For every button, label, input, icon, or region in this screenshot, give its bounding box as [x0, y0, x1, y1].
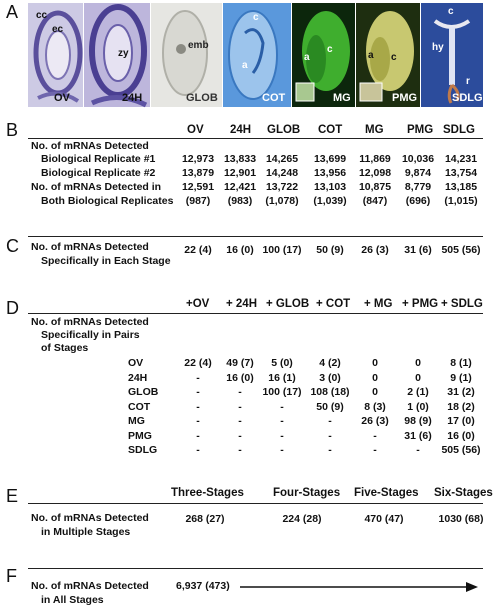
panel-e-cell: 1030 (68) — [438, 513, 484, 525]
panel-c-cell: 22 (4) — [184, 244, 212, 256]
label-a-pmg: a — [368, 50, 374, 61]
panel-e-label-2: in Multiple Stages — [41, 526, 131, 538]
panel-c-label-1: No. of mRNAs Detected — [31, 241, 149, 253]
panel-letter-e: E — [6, 486, 19, 506]
panel-d-cell: - — [196, 415, 200, 427]
panel-letter-d: D — [6, 298, 19, 318]
panel-d-cell: - — [373, 429, 377, 442]
label-c-pmg: c — [391, 52, 397, 63]
panel-d-cell: - — [238, 400, 242, 413]
panel-d-row-label: 24H — [128, 371, 148, 384]
panel-d-cell: - — [328, 429, 332, 442]
panel-d-cell: 1 (0) — [407, 400, 429, 413]
panel-d-cell: - — [238, 386, 242, 398]
panel-b-cell: 13,833 — [223, 153, 257, 165]
panel-b-cell: (1,015) — [444, 195, 478, 207]
panel-f-label-1: No. of mRNAs Detected — [31, 580, 149, 592]
panel-d-cell: - — [280, 400, 284, 413]
panel-d-row-label: GLOB — [128, 386, 159, 398]
d-header-glob: + GLOB — [266, 298, 310, 310]
panel-b-cell: (983) — [227, 195, 253, 207]
label-a-mg: a — [304, 52, 310, 63]
panel-d-cell: - — [196, 429, 200, 442]
panel-d-cell: - — [196, 444, 200, 456]
panel-d-cell: 0 — [415, 371, 421, 384]
panel-d-cell: - — [328, 415, 332, 427]
panel-d-cell: 0 — [415, 357, 421, 369]
label-c-cot: c — [253, 12, 259, 23]
panel-d-cell: 50 (9) — [316, 400, 344, 413]
panel-c-cell: 16 (0) — [226, 244, 254, 256]
panel-c-cell: 50 (9) — [316, 244, 344, 256]
panel-d-cell: 16 (1) — [268, 371, 296, 384]
label-pmg: PMG — [392, 92, 418, 104]
d-header-sdlg: + SDLG — [441, 298, 483, 310]
e-header-six: Six-Stages — [434, 487, 493, 499]
panel-b-cell: 14,265 — [265, 153, 299, 165]
panel-c-rule-top — [28, 236, 483, 237]
label-zy: zy — [118, 48, 129, 59]
panel-d-cell: 0 — [372, 357, 378, 369]
panel-d-cell: 8 (3) — [364, 400, 386, 413]
panel-d-cell: - — [196, 400, 200, 413]
panel-d-cell: 18 (2) — [447, 400, 475, 413]
panel-d-cell: - — [280, 429, 284, 442]
label-cc: cc — [36, 10, 48, 21]
panel-d-cell: 2 (1) — [407, 386, 429, 398]
label-ov: OV — [54, 92, 70, 104]
panel-c-cell: 505 (56) — [441, 244, 481, 256]
panel-b-cell: (1,039) — [313, 195, 347, 207]
panel-e-cell: 470 (47) — [364, 513, 404, 525]
col-header-sdlg: SDLG — [443, 124, 475, 136]
panel-b-cell: 13,699 — [313, 153, 347, 165]
d-header-ov: +OV — [186, 298, 210, 310]
panel-letter-f: F — [6, 566, 17, 586]
panel-letter-a: A — [6, 2, 19, 22]
panel-b-label-2: Biological Replicate #2 — [41, 167, 156, 179]
panel-b-label-3: No. of mRNAs Detected in — [31, 181, 162, 193]
panel-d-rule-top — [28, 313, 483, 314]
panel-b-cell: 8,779 — [404, 181, 432, 193]
panel-d-cell: - — [238, 444, 242, 456]
panel-b-cell: 13,879 — [181, 167, 215, 179]
panel-d-label-3: of Stages — [41, 342, 89, 354]
label-ec: ec — [52, 24, 64, 35]
panel-d-cell: - — [196, 371, 200, 384]
col-header-ov: OV — [187, 124, 204, 136]
panel-b-cell: 12,591 — [181, 181, 215, 193]
label-hy-sdlg: hy — [432, 42, 444, 53]
panel-d-cell: 0 — [372, 371, 378, 384]
panel-f-rule-top — [28, 568, 483, 569]
d-header-pmg: + PMG — [402, 298, 439, 310]
panel-b-cell: 13,754 — [444, 167, 478, 179]
panel-d-row-label: COT — [128, 400, 151, 413]
panel-b-cell: 13,185 — [444, 181, 478, 193]
panel-e-cell: 224 (28) — [282, 513, 322, 525]
panel-d-row-label: OV — [128, 357, 144, 369]
panel-d-cell: 16 (0) — [447, 429, 475, 442]
panel-b-cell: 14,248 — [265, 167, 299, 179]
panel-d-cell: 4 (2) — [319, 357, 341, 369]
label-r-sdlg: r — [466, 76, 470, 87]
panel-b-label-0: No. of mRNAs Detected — [31, 140, 149, 152]
e-header-four: Four-Stages — [273, 487, 341, 499]
panel-d-cell: 9 (1) — [450, 371, 472, 384]
label-a-cot: a — [242, 60, 248, 71]
panel-d-cell: 100 (17) — [262, 386, 302, 398]
panel-d-cell: 505 (56) — [441, 444, 481, 456]
panel-letter-c: C — [6, 236, 19, 256]
panel-d-row-label: PMG — [128, 429, 152, 442]
panel-letter-b: B — [6, 120, 19, 140]
panel-d-cell: 31 (2) — [447, 386, 475, 398]
panel-d-cell: - — [196, 386, 200, 398]
panel-b-cell: 14,231 — [444, 153, 478, 165]
panel-b-cell: 12,973 — [181, 153, 215, 165]
panel-b-cell: 10,036 — [401, 153, 435, 165]
panel-d-cell: - — [238, 429, 242, 442]
panel-d-cell: 31 (6) — [404, 429, 432, 442]
col-header-pmg: PMG — [407, 124, 434, 136]
panel-e-rule-top — [28, 503, 483, 504]
label-emb: emb — [188, 40, 209, 51]
label-glob: GLOB — [186, 92, 218, 104]
d-header-mg: + MG — [364, 298, 393, 310]
label-c-mg: c — [327, 44, 333, 55]
col-header-cot: COT — [318, 124, 343, 136]
panel-d-cell: - — [238, 415, 242, 427]
label-24h: 24H — [122, 92, 143, 104]
panel-d-cell: 8 (1) — [450, 357, 472, 369]
col-header-mg: MG — [365, 124, 384, 136]
panel-b-label-1: Biological Replicate #1 — [41, 153, 156, 165]
panel-c-cell: 100 (17) — [262, 244, 302, 256]
panel-b-cell: 12,901 — [223, 167, 257, 179]
panel-e-label-1: No. of mRNAs Detected — [31, 512, 149, 524]
panel-d-cell: 108 (18) — [310, 386, 350, 398]
e-header-five: Five-Stages — [354, 487, 419, 499]
panel-b-cell: (987) — [185, 195, 211, 207]
panel-b-cell: 12,098 — [358, 167, 392, 179]
e-header-three: Three-Stages — [171, 487, 244, 499]
label-c-sdlg: c — [448, 6, 454, 17]
panel-d-cell: 49 (7) — [226, 357, 254, 369]
panel-d-row-label: SDLG — [128, 444, 158, 456]
label-cot: COT — [262, 92, 286, 104]
panel-b-cell: (847) — [362, 195, 388, 207]
d-header-24h: + 24H — [226, 298, 258, 310]
panel-b-cell: 12,421 — [223, 181, 257, 193]
panel-b-rule-top — [28, 138, 483, 139]
panel-b-cell: 13,103 — [313, 181, 347, 193]
panel-d-cell: 26 (3) — [361, 415, 389, 427]
panel-b-cell: 9,874 — [404, 167, 432, 179]
col-header-24h: 24H — [230, 124, 252, 136]
panel-b-cell: 13,722 — [265, 181, 299, 193]
panel-d-cell: 5 (0) — [271, 357, 293, 369]
panel-d-cell: 98 (9) — [404, 415, 432, 427]
label-sdlg: SDLG — [452, 92, 483, 104]
panel-f-label-2: in All Stages — [41, 594, 104, 606]
panel-c-cell: 31 (6) — [404, 244, 432, 256]
panel-b-label-4: Both Biological Replicates — [41, 195, 174, 207]
label-mg: MG — [333, 92, 351, 104]
panel-b-cell: 11,869 — [359, 153, 391, 165]
panel-b-cell: 13,956 — [313, 167, 347, 179]
panel-c-cell: 26 (3) — [361, 244, 389, 256]
panel-d-label-1: No. of mRNAs Detected — [31, 316, 149, 328]
panel-d-cell: 17 (0) — [447, 415, 475, 427]
panel-f-value: 6,937 (473) — [176, 580, 230, 592]
panel-d-cell: - — [328, 444, 332, 456]
panel-e-cell: 268 (27) — [185, 513, 225, 525]
panel-d-cell: - — [373, 444, 377, 456]
panel-b-cell: (696) — [405, 195, 431, 207]
panel-d-cell: 16 (0) — [226, 371, 254, 384]
panel-d-row-label: MG — [128, 415, 145, 427]
all-stages-arrow — [240, 580, 480, 594]
panel-d-cell: - — [416, 444, 420, 456]
panel-b-cell: 10,875 — [358, 181, 392, 193]
panel-d-cell: - — [280, 444, 284, 456]
panel-d-label-2: Specifically in Pairs — [41, 329, 140, 341]
panel-d-cell: - — [280, 415, 284, 427]
col-header-glob: GLOB — [267, 124, 301, 136]
panel-d-cell: 3 (0) — [319, 371, 341, 384]
panel-d-cell: 0 — [372, 386, 378, 398]
d-header-cot: + COT — [316, 298, 351, 310]
panel-b-cell: (1,078) — [265, 195, 299, 207]
panel-d-cell: 22 (4) — [184, 357, 212, 369]
panel-c-label-2: Specifically in Each Stage — [41, 255, 171, 267]
